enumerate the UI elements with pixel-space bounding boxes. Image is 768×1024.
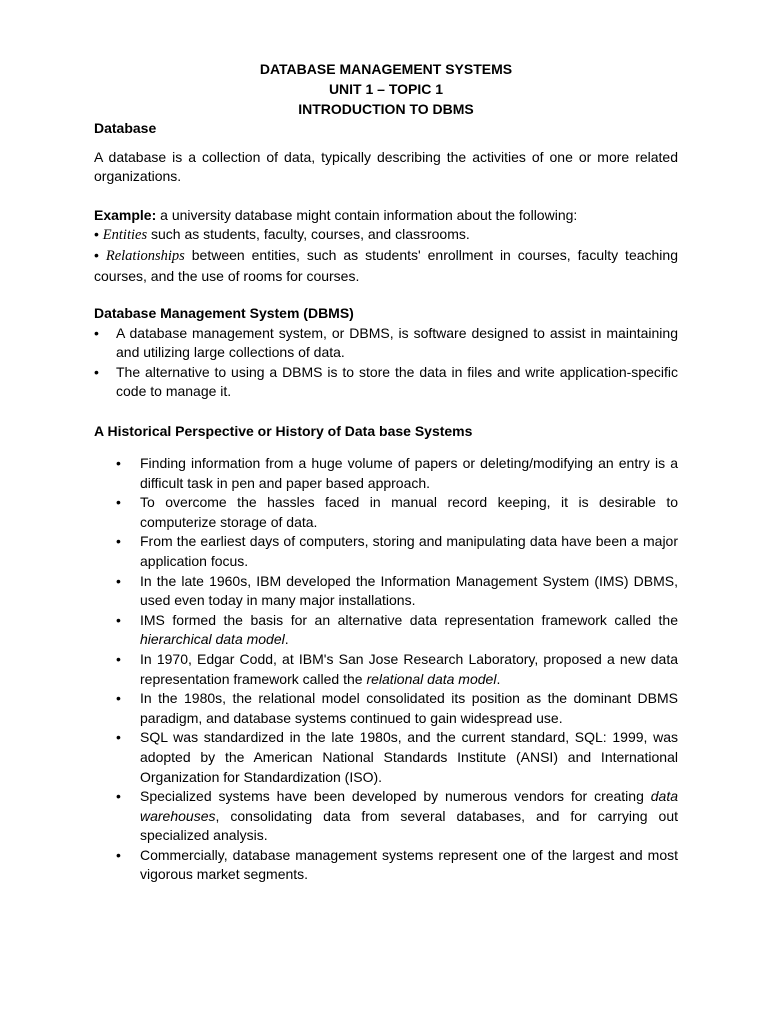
bullet-icon: • [116,611,121,628]
list-item [116,532,678,571]
bullet-icon: • [116,650,121,667]
topic-title: INTRODUCTION TO DBMS [298,101,474,117]
bullet-icon: • [116,572,121,589]
unit-topic: UNIT 1 – TOPIC 1 [328,81,444,97]
list-item-text-pre: Specialized systems have been developed by numerous vendors for creating [140,788,651,805]
list-item-text-post: , consolidating data from several databases, and for carrying out specialized analysis. [140,807,678,844]
hierarchical-data-model-term: hierarchical data model [140,631,285,648]
history-heading: A Historical Perspective or History of Data base Systems [94,423,473,439]
history-heading-block [94,422,678,442]
list-item-text: In the late 1960s, IBM developed the Information Management System (IMS) DBMS, used even today in many major installations. [140,572,678,609]
bullet-icon: • [116,788,121,805]
entities-term: Entities [102,227,148,244]
list-item [116,846,678,885]
course-title: DATABASE MANAGEMENT SYSTEMS [259,61,513,77]
bullet-icon: • [116,690,121,707]
list-item-text: To overcome the hassles faced in manual record keeping, it is desirable to computerize storage of data. [140,494,678,530]
list-item [116,493,678,532]
list-item [116,454,678,493]
entities-bullet: • [94,226,103,243]
list-item-text: From the earliest days of computers, storing and manipulating data have been a major application focus. [140,533,678,569]
list-item-text: A database management system, or DBMS, is software designed to assist in maintaining and utilizing large collections of data. [116,324,678,361]
database-heading: Database [94,120,157,136]
list-item [116,611,678,650]
bullet-icon: • [116,729,121,746]
bullet-icon: • [116,455,121,471]
list-item [116,728,678,787]
relationships-text: between entities, such as students' enrollment in courses, faculty teaching courses, and the use of rooms for courses. [94,246,678,284]
bullet-icon: • [116,846,121,863]
list-item-text-pre: IMS formed the basis for an alternative data representation framework called the [140,611,678,628]
example-paragraph [94,206,678,226]
relationships-term: Relationships [105,247,185,264]
database-section [94,119,678,286]
list-item [116,650,678,689]
bullet-icon: • [116,533,121,550]
entities-line [94,225,678,246]
list-item-text: Commercially, database management systems represent one of the largest and most vigorous market segments. [140,846,678,883]
list-item [116,689,678,728]
list-item [116,787,678,846]
list-item-text: In the 1980s, the relational model consolidated its position as the dominant DBMS paradigm, and database systems continued to gain widespread use. [140,690,678,726]
relational-data-model-term: relational data model [366,670,497,687]
relationships-bullet: • [94,246,106,263]
list-item [94,363,678,402]
list-item [94,324,678,363]
example-text: a university database might contain information about the following: [156,206,578,223]
entities-text: such as students, faculty, courses, and classrooms. [147,226,470,243]
list-item-text-pre: In 1970, Edgar Codd, at IBM's San Jose Research Laboratory, proposed a new data representation framework called the [140,650,678,687]
database-definition: A database is a collection of data, typically describing the activities of one or more related organizations. [94,148,678,185]
list-item-text-post: . [496,670,501,687]
history-list [116,454,678,885]
dbms-list [94,324,678,402]
bullet-icon: • [94,363,99,380]
bullet-icon: • [116,494,121,511]
list-item-text: The alternative to using a DBMS is to store the data in files and write application-specific code to manage it. [116,363,678,400]
list-item [116,572,678,611]
dbms-heading: Database Management System (DBMS) [94,305,354,321]
document-header [0,59,768,119]
relationships-line [94,246,678,286]
list-item-text: SQL was standardized in the late 1980s, and the current standard, SQL: 1999, was adopted by the American National Standards Institute (ANSI) and International Organization for Standardization (ISO). [140,729,678,785]
dbms-section [94,304,678,402]
list-item-text-post: . [284,631,289,648]
data-warehouses-term: data warehouses [140,788,678,824]
bullet-icon: • [94,324,99,341]
example-label: Example: [94,206,157,223]
list-item-text: Finding information from a huge volume of papers or deleting/modifying an entry is a difficult task in pen and paper based approach. [140,455,678,491]
